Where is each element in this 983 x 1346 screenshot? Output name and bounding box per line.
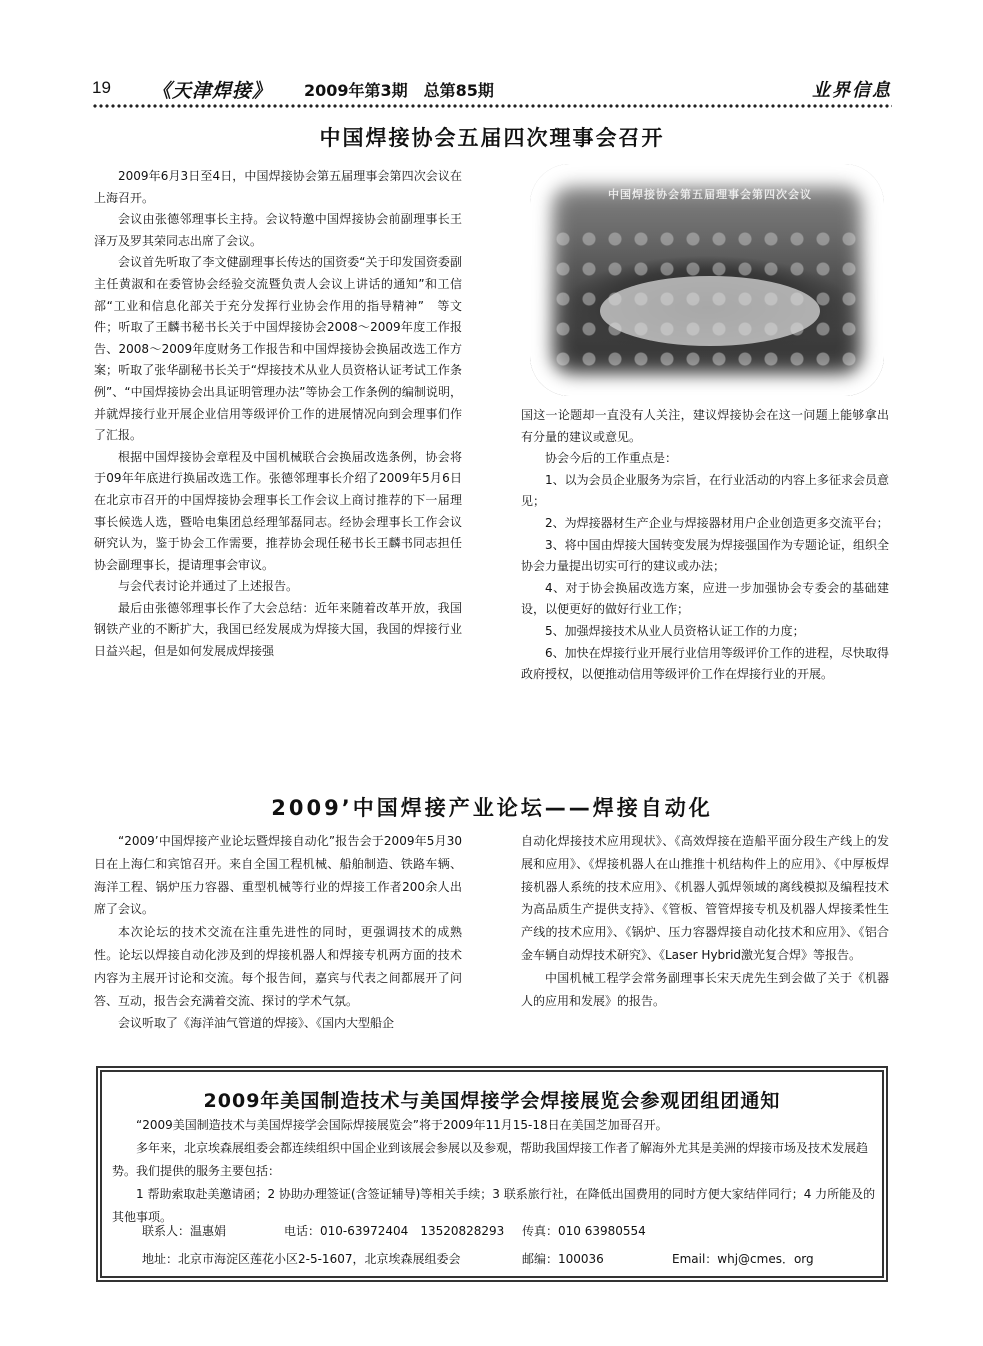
paragraph: 最后由张德邻理事长作了大会总结：近年来随着改革开放，我国钢铁产业的不断扩大，我国已经发展成为焊接大国，我国的焊接行业日益兴起，但是如何发展成焊接强 bbox=[94, 600, 462, 659]
photo-banner: 中国焊接协会第五届理事会第四次会议 bbox=[608, 188, 812, 201]
page-number: 19 bbox=[92, 78, 111, 97]
paragraph-continuation: 自动化焊接技术应用现状》、《高效焊接在造船平面分段生产线上的发展和应用》、《焊接机器人在山推推十机结构件上的应用》、《中厚板焊接机器人系统的技术应用》、《机器人弧焊领域的离线模拟及编程技术为高品质生产提供支持》、《管板、管管焊接专机及机器人焊接柔性生产线的技术应用》、《锅炉、压力容器焊接自动化技术和应用》、《铝合金车辆自动焊技术研究》、《Laser Hybrid激光复合焊》等报告。 bbox=[521, 834, 889, 962]
article2-title: 2009’中国焊接产业论坛——焊接自动化 bbox=[271, 796, 713, 820]
photo-image bbox=[530, 164, 884, 396]
list-item: 5、加强焊接技术从业人员资格认证工作的力度； bbox=[545, 623, 805, 638]
paragraph: 中国机械工程学会常务副理事长宋天虎先生到会做了关于《机器人的应用和发展》的报告。 bbox=[521, 970, 889, 1008]
paragraph: 会议首先听取了李文健副理事长传达的国资委“关于印发国资委副主任黄淑和在委管协会经验交流暨负责人会议上讲话的通知”和工信部“工业和信息化部关于充分发挥行业协会作用的指导精神” 等文件；听取了王麟书秘书长关于中国焊接协会2008～2009年度工作报告、2008～2009年度财务工作报告和中国焊接协会换届改选工作方案；听取了张华副秘书长关于“焊接技术从业人员资格认证考试工作条例”、“中国焊接协会出具证明管理办法”等协会工作条例的编制说明，并就焊接行业开展企业信用等级评价工作的进展情况向到会理事们作了汇报。 bbox=[94, 255, 462, 443]
page-header bbox=[92, 76, 892, 100]
paragraph: “2009’中国焊接产业论坛暨焊接自动化”报告会于2009年5月30日在上海仁和宾馆召开。来自全国工程机械、船舶制造、铁路车辆、海洋工程、锅炉压力容器、重型机械等行业的焊接工作者200余人出席了会议。 bbox=[94, 834, 462, 917]
paragraph: 会议听取了《海洋油气管道的焊接》、《国内大型船企 bbox=[118, 1016, 395, 1031]
paragraph: 2009年6月3日至4日，中国焊接协会第五届理事会第四次会议在上海召开。 bbox=[94, 169, 462, 205]
notice-body bbox=[112, 1114, 878, 1229]
notice-box bbox=[96, 1066, 888, 1282]
paragraph: 多年来，北京埃森展组委会都连续组织中国企业到该展会参展以及参观，帮助我国焊接工作者了解海外尤其是美洲的焊接市场及技术发展趋势。我们提供的服务主要包括： bbox=[112, 1141, 869, 1178]
article1-right-column bbox=[521, 405, 889, 686]
notice-title: 2009年美国制造技术与美国焊接学会焊接展览会参观团组团通知 bbox=[203, 1090, 781, 1112]
list-item: 1、以为会员企业服务为宗旨，在行业活动的内容上多征求会员意见； bbox=[521, 472, 889, 509]
list-item: 2、为焊接器材生产企业与焊接器材用户企业创造更多交流平台； bbox=[545, 515, 889, 530]
issue-info: 2009年第3期 总第85期 bbox=[304, 81, 494, 100]
list-item: 4、对于协会换届改选方案，应进一步加强协会专委会的基础建设，以便更好的做好行业工作； bbox=[521, 580, 889, 617]
contact-phone: 电话：010-63972404 13520828293 bbox=[284, 1224, 505, 1238]
meeting-photo bbox=[524, 158, 890, 402]
paragraph: 会议由张德邻理事长主持。会议特邀中国焊接协会前副理事长王泽万及罗其荣同志出席了会议。 bbox=[94, 212, 462, 248]
article2-right-column bbox=[521, 830, 889, 1012]
paragraph: 协会今后的工作重点是： bbox=[545, 451, 678, 466]
contact-address: 地址：北京市海淀区莲花小区2-5-1607，北京埃森展组委会 bbox=[142, 1252, 461, 1266]
header-divider bbox=[92, 103, 892, 109]
journal-name: 《天津焊接》 bbox=[152, 80, 273, 102]
paragraph: 本次论坛的技术交流在注重先进性的同时，更强调技术的成熟性。论坛以焊接自动化涉及到的焊接机器人和焊接专机两方面的技术内容为主展开讨论和交流。每个报告间，嘉宾与代表之间都展开了问答、互动，报告会充满着交流、探讨的学术气氛。 bbox=[94, 925, 462, 1008]
contact-fax: 传真：010 63980554 bbox=[522, 1224, 646, 1238]
paragraph: 根据中国焊接协会章程及中国机械联合会换届改选条例，协会将于09年年底进行换届改选工作。张德邻理事长介绍了2009年5月6日在北京市召开的中国焊接协会理事长工作会议上商讨推荐的下一届理事长候选人选，暨哈电集团总经理邹磊同志。经协会理事长工作会议研究认为，鉴于协会工作需要，推荐协会现任秘书长王麟书同志担任协会副理事长，提请理事会审议。 bbox=[94, 449, 462, 572]
contact-postcode: 邮编：100036 bbox=[522, 1252, 604, 1266]
photo-vignette bbox=[530, 164, 884, 396]
section-name: 业界信息 bbox=[812, 80, 892, 101]
paragraph: “2009美国制造技术与美国焊接学会国际焊接展览会”将于2009年11月15-18日在美国芝加哥召开。 bbox=[136, 1118, 668, 1132]
contact-email: Email：whj@cmes．org bbox=[672, 1252, 814, 1266]
list-item: 6、加快在焊接行业开展行业信用等级评价工作的进程，尽快取得政府授权，以便推动信用等级评价工作在焊接行业的开展。 bbox=[521, 645, 889, 682]
article2-left-column bbox=[94, 830, 462, 1035]
paragraph-continuation: 国这一论题却一直没有人关注，建议焊接协会在这一问题上能够拿出有分量的建议或意见。 bbox=[521, 408, 889, 444]
article1-title: 中国焊接协会五届四次理事会召开 bbox=[319, 126, 665, 150]
contact-person: 联系人：温惠娟 bbox=[142, 1224, 227, 1238]
article1-left-column bbox=[94, 166, 462, 663]
paragraph: 与会代表讨论并通过了上述报告。 bbox=[118, 579, 299, 594]
list-item: 3、将中国由焊接大国转变发展为焊接强国作为专题论证，组织全协会力量提出切实可行的建议或办法； bbox=[521, 537, 889, 574]
paragraph: 1 帮助索取赴美邀请函；2 协助办理签证(含签证辅导)等相关手续；3 联系旅行社，在降低出国费用的同时方便大家结伴同行；4 力所能及的其他事项。 bbox=[112, 1187, 876, 1224]
